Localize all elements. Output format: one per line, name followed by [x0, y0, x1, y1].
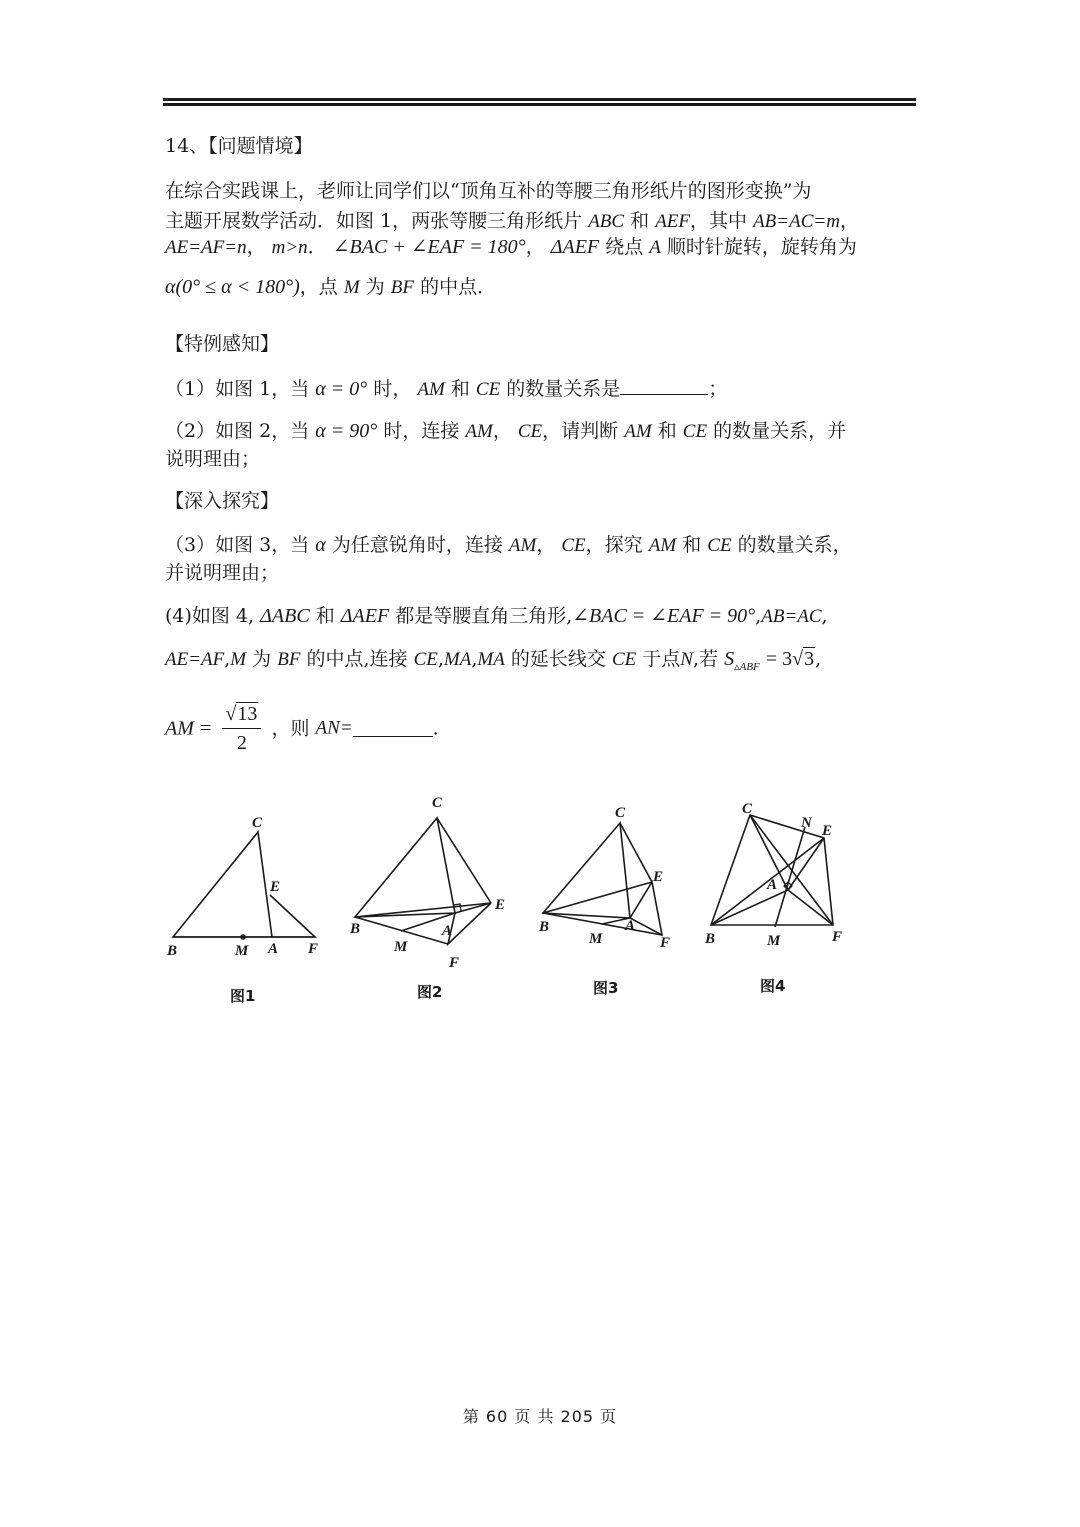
fig4-label-c: C — [742, 801, 753, 817]
fig3-label-a: A — [625, 918, 636, 934]
fig1-label-b: B — [167, 943, 178, 959]
intro-line-4: α(0° ≤ α < 180°)，点 M 为 BF 的中点． — [165, 276, 497, 298]
fig3-label-e: E — [653, 869, 664, 885]
fig4-label-f: F — [832, 929, 843, 945]
fig4-label-b: B — [705, 931, 716, 947]
page-footer: 第 60 页 共 205 页 — [462, 1407, 618, 1426]
question-1: （1）如图 1，当 α = 0° 时， AM 和 CE 的数量关系是 ； — [165, 378, 728, 400]
fig2-label-b: B — [350, 921, 361, 937]
fig3-label-m: M — [589, 931, 603, 947]
answer-blank-4 — [353, 720, 433, 737]
fig1-point-m — [240, 934, 246, 940]
fig2-label-a: A — [442, 923, 453, 939]
intro-line-2: 主题开展数学活动．如图 1，两张等腰三角形纸片 ABC 和 AEF，其中 AB=AC=m， — [165, 210, 859, 232]
fig3-label-f: F — [660, 935, 671, 951]
fig1-label-c: C — [252, 815, 263, 831]
fig3-label-b: B — [539, 919, 550, 935]
sqrt-3: 3 — [804, 648, 815, 670]
fig4-label-a: A — [767, 877, 778, 893]
question-3-line-2: 并说明理由； — [165, 562, 280, 584]
figure-4 — [704, 801, 842, 995]
figure-3 — [538, 805, 670, 997]
fig1-caption: 图1 — [230, 987, 256, 1005]
fig1-label-m: M — [235, 943, 249, 959]
fig4-label-n: N — [801, 815, 812, 831]
fig2-label-m: M — [394, 939, 408, 955]
header-rule-top — [163, 98, 916, 101]
section-special-title: 【特例感知】 — [165, 333, 280, 355]
fig2-caption: 图2 — [417, 983, 443, 1001]
fig3-caption: 图3 — [593, 979, 619, 997]
fig2-label-f: F — [449, 955, 460, 971]
question-4-line-1: (4)如图 4, ΔABC 和 ΔAEF 都是等腰直角三角形,∠BAC = ∠EAF = 90°,AB=AC, — [165, 605, 828, 627]
fig2-label-e: E — [495, 897, 506, 913]
fig3-label-c: C — [615, 805, 626, 821]
figure-1 — [166, 815, 318, 1005]
fig1-label-f: F — [308, 941, 319, 957]
intro-line-1: 在综合实践课上，老师让同学们以“顶角互补的等腰三角形纸片的图形变换”为 — [165, 180, 812, 202]
fig1-label-a: A — [268, 941, 279, 957]
fig2-label-c: C — [432, 795, 443, 811]
header-rule-bottom — [163, 103, 916, 106]
fig4-label-e: E — [822, 823, 833, 839]
fraction-sqrt13-over-2: $\frac{√13}{2}$ — [222, 702, 261, 755]
question-3-line-1: （3）如图 3，当 α 为任意锐角时，连接 AM， CE，探究 AM 和 CE 的数量关系， — [165, 534, 852, 556]
figure-2 — [349, 795, 505, 1001]
figures-panel — [155, 785, 875, 1025]
fig4-label-m: M — [767, 933, 781, 949]
intro-line-3: AE=AF=n， m>n． ∠BAC + ∠EAF = 180°， ΔAEF 绕点 A 顺时针旋转，旋转角为 — [165, 236, 857, 258]
question-2-line-1: （2）如图 2，当 α = 90° 时，连接 AM， CE，请判断 AM 和 CE 的数量关系，并 — [165, 420, 847, 442]
problem-heading: 14、【问题情境】 — [165, 135, 313, 157]
fig4-caption: 图4 — [760, 977, 786, 995]
fig1-label-e: E — [270, 879, 281, 895]
section-explore-title: 【深入探究】 — [165, 490, 280, 512]
answer-blank-1 — [620, 378, 708, 395]
question-4-line-2: AE=AF,M 为 BF 的中点,连接 CE,MA,MA 的延长线交 CE 于点N,若 $S_{▵ABF} = 3√3$, — [165, 648, 822, 673]
question-2-line-2: 说明理由； — [165, 448, 261, 470]
question-4-line-3: AM = $\frac{√13}{2}$ ，则 AN= . — [165, 703, 439, 754]
